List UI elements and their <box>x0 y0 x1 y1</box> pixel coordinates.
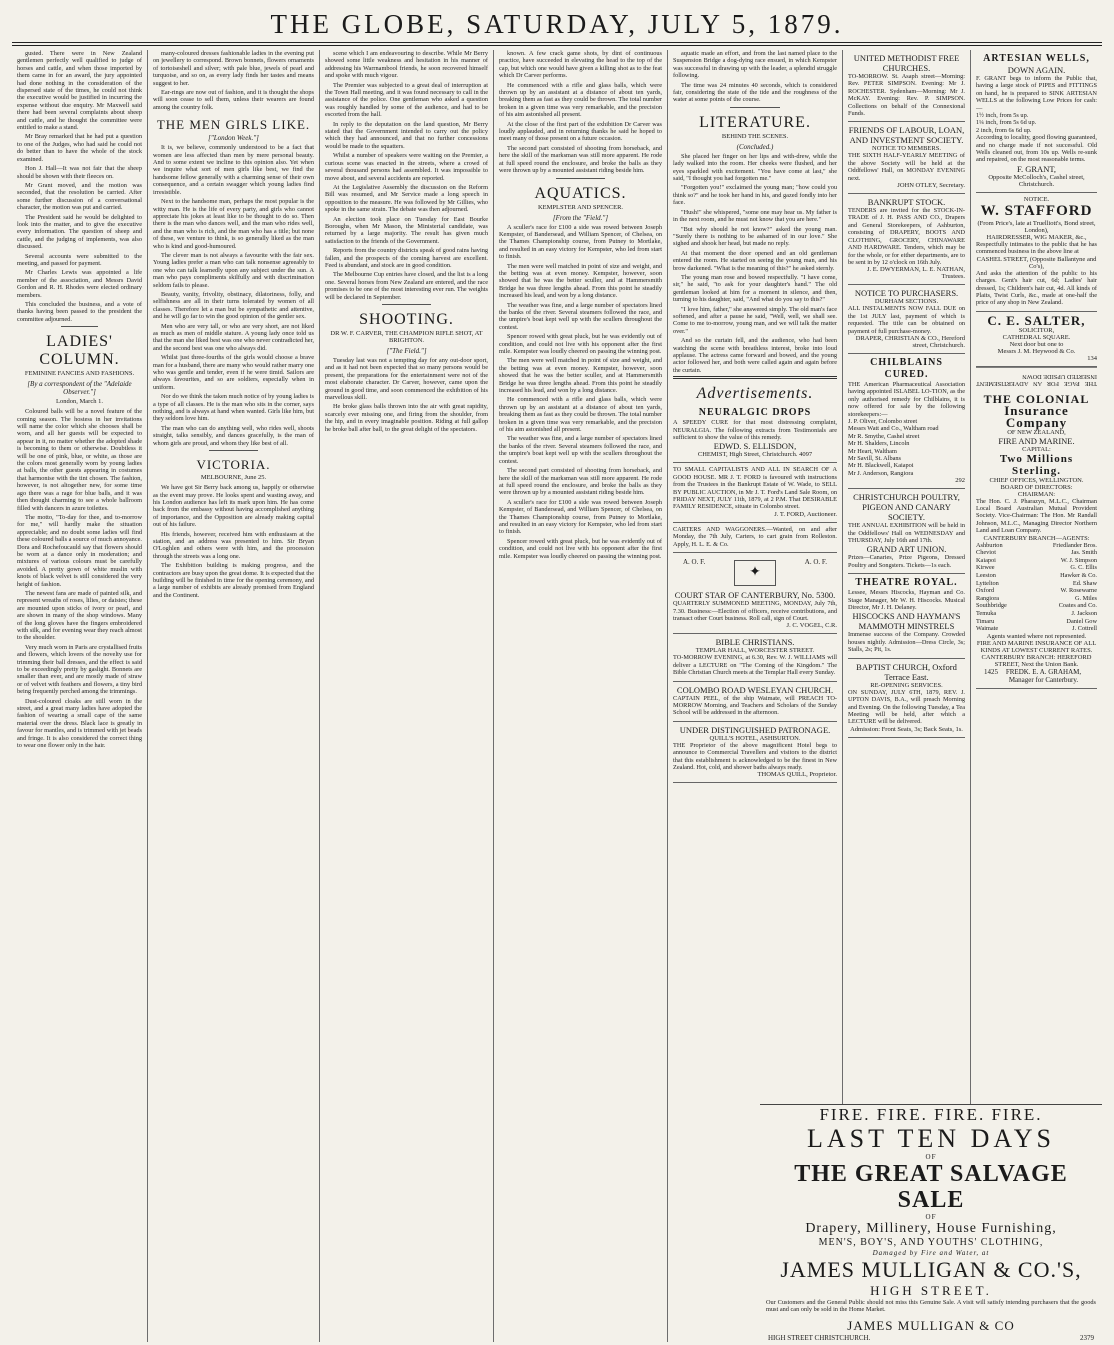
agent-town: Cheviot <box>976 549 996 557</box>
article-paragraph: Tuesday last was not a tempting day for any out-door sport, and as it had not been expected that so many persons would be present, the preparations for the entertainment were not of the most elaborate character. Dr Carver, however, came upon the ground in good time, and soon commenced the exhibition of his marvellous skill. <box>325 357 488 402</box>
section-source: ["London Week."] <box>208 134 259 143</box>
article-paragraph: An election took place on Tuesday for East Bourke Boroughs, when Mr Mason, the Ministerial candidate, was returned by a large majority. The result has given much satisfaction to the friends of the Government. <box>325 215 488 245</box>
article-paragraph: Men who are very tall, or who are very short, are not liked as much as men of middle stature. A young lady once told us that the man she liked best was one who never contradicted her, and the second best was one who always did. <box>153 322 314 352</box>
ad-body: ON SUNDAY, JULY 6TH, 1879, REV. J. UPTON DAVIS, B.A., will preach Morning and Evening. On the following Tuesday, a Tea Meeting will be held, after which a LECTURE will be delivered. <box>848 688 965 726</box>
agent-row <box>976 542 1097 550</box>
ad-footer: CANTERBURY BRANCH: HEREFORD STREET, Next the Union Bank. <box>981 653 1092 668</box>
article-paragraph: Hon J. Hall—It was not fair that the sheep should be shown with their fleeces on. <box>17 165 142 180</box>
ad-agents-heading: CANTERBURY BRANCH—AGENTS: <box>983 534 1090 542</box>
ad-title: W. STAFFORD <box>980 202 1093 219</box>
story-status: (Concluded.) <box>736 142 774 151</box>
ad-signature: THOMAS QUILL, Proprietor. <box>757 771 837 779</box>
section-heading-shooting: SHOOTING. <box>359 311 454 328</box>
ad-title: NEURALGIC DROPS <box>698 407 812 419</box>
banner-of: OF <box>925 1213 937 1221</box>
ad-subtitle: NOTICE TO MEMBERS. <box>872 145 941 153</box>
ad-subtitle: HAIRDRESSER, WIG MAKER, &c., <box>986 233 1087 241</box>
agent-town: Oxford <box>976 587 995 595</box>
ad-body: And asks the attention of the public to his charges. Gent's hair cut, 6d; Ladies' hair dressed, 1s; Children's hair cut, 4d. All kinds of Plaits, Twist Curls, &c., made at one-half the price of any shop in New Zealand. <box>976 269 1097 307</box>
ad-durham-sections <box>848 285 965 354</box>
ad-bible-christians <box>673 634 837 681</box>
banner-damaged: Damaged by Fire and Water, at <box>872 1249 990 1257</box>
ad-capital: Two Millions Sterling. <box>999 452 1074 477</box>
article-paragraph: scene which I am endeavouring to describe. While Mr Berry showed some little weakness and hesitation in his manner of addressing his Warrnambool friends, he soon recovered himself and spoke with much vigour. <box>325 50 488 80</box>
ad-board: BOARD OF DIRECTORS: <box>1000 483 1073 491</box>
column-4 <box>494 50 668 1342</box>
ad-list-item: Mr R. Smythe, Cashel street <box>848 432 920 440</box>
ad-list-item: Mr H. Shalders, Lincoln <box>848 440 910 448</box>
ad-title: THEATRE ROYAL. <box>855 577 958 589</box>
agent-row <box>976 602 1097 610</box>
ad-colonial-insurance <box>976 390 1097 689</box>
ad-body: Next door but one to <box>1009 340 1064 348</box>
ad-subtitle: (From Price's, late at Truelliott's, Bond street, London), <box>977 219 1096 234</box>
ad-friends-of-labour <box>848 122 965 194</box>
ad-body: Respectfully intimates to the public that he has commenced business in the above line at <box>976 240 1097 256</box>
article-paragraph: A sculler's race for £100 a side was rowed between Joseph Kempster, of Bandersead, and William Spencer, of Chelsea, on the Thames Championship course, from Putney to Mortlake, and resulted in an easy victory for Kempster, who led from start to finish. <box>499 223 662 261</box>
ad-address: CASHEL STREET, (Opposite Ballantyne and Co's), <box>976 255 1097 270</box>
article-paragraph: Mr Grant moved, and the motion was seconded, that the resolution be carried. After some further discussion of a conversational character, the motion was put and carried. <box>17 181 142 212</box>
column-2 <box>148 50 320 1342</box>
ad-code: 1425 <box>984 667 998 676</box>
section-heading-literature: LITERATURE. <box>699 113 811 131</box>
ad-wesleyan-church <box>673 682 837 722</box>
article-paragraph: "Forgotten you!" exclaimed the young man; "how could you think so?" and he took her hand in his, and gazed fondly into her face. <box>673 184 837 207</box>
ad-title: BANKRUPT STOCK. <box>867 197 946 208</box>
ad-footer: Agents wanted where not represented. <box>986 632 1087 640</box>
ad-title: THE COLONIAL <box>983 391 1090 406</box>
section-divider <box>556 178 605 179</box>
price-item: 1½ inch, from 5s up. <box>976 112 1029 120</box>
ad-list-item: J. P. Oliver, Colombo street <box>848 417 918 425</box>
ad-inverted-text <box>976 367 1097 390</box>
ad-body: THE PAGE FOR AN ADVERTISEMENT INSERTED UPSIDE DOWN <box>976 372 1097 387</box>
ad-body: According to locality, good flowing guaranteed, and no charge made if not successful. Old Wells cleaned out, from 10s up. Wells re-sunk and repaired, on the most reasonable terms. <box>976 134 1097 164</box>
banner-fire-line: FIRE. FIRE. FIRE. FIRE. <box>819 1105 1043 1124</box>
agent-name: Friedlander Bros. <box>1052 541 1097 549</box>
ad-list-item: Mr Savill, St. Albans <box>848 455 902 462</box>
ad-chilblains <box>848 354 965 489</box>
ad-body: F. GRANT begs to inform the Public that, having a large stock of PIPES and FITTINGS on hand, he is prepared to SINK ARTESIAN WELLS at the following Low Prices for cash:— <box>976 75 1097 112</box>
ad-address: CHEMIST, High Street, Christchurch. 4097 <box>697 451 813 459</box>
ad-theatre-royal <box>848 574 965 658</box>
article-paragraph: The newest fans are made of painted silk, and represent wreaths of roses, lilies, or daisies; these are mounted upon sticks of ivory or pearl, and are shown in many of the shop windows. Many of the long gloves have the fingers embroidered with silk, and for evening wear they reach almost to the shoulder. <box>17 589 142 642</box>
ad-office: CHIEF OFFICES, WELLINGTON. <box>989 476 1084 484</box>
banner-signature: JAMES MULLIGAN & CO <box>847 1317 1015 1333</box>
ad-court-star <box>673 553 837 634</box>
ad-body: CARTERS AND WAGGONERS.—Wanted, on and after Monday, the 7th July, Carters, to cart grain from Rolleston. Apply, H. L. E. & Co. <box>673 525 837 548</box>
article-paragraph: Mr Charles Lewis was appointed a life member of the association, and Messrs David Gordon and R. H. Rhodes were elected ordinary members. <box>17 269 142 299</box>
article-paragraph: known. A few crack game shots, by dint of continuous practice, have succeeded in elevating the head to the top of the cap, but which one would have given a killing shot as to the feat which Dr Carver performs. <box>499 50 662 80</box>
agent-row <box>976 618 1097 626</box>
ad-list-item: Messrs Watt and Co., Waltham road <box>848 425 939 433</box>
article-paragraph: She placed her finger on her lips and with-drew, while the lady walked into the room. Her cheeks were flushed, and her eyes sparkled with excitement. "You have come at last," she said, "I thought you had forgotten me." <box>673 152 837 183</box>
ad-title: UNITED METHODIST FREE CHURCHES. <box>853 53 960 73</box>
ad-notice: NOTICE. <box>1023 195 1050 203</box>
article-paragraph: And so the curtain fell, and the audience, who had been watching the scene with breathless interest, broke into loud applause. The actress came forward and bowed, and the young actor followed her, and both were called again and again before the curtain. <box>673 337 837 374</box>
ad-subtitle: FIRE AND MARINE. <box>998 435 1075 446</box>
ad-body: Prizes—Canaries, Prize Pigeons, Dressed Poultry and Songsters. Tickets—1s each. <box>848 554 965 569</box>
ad-body: TO SMALL CAPITALISTS AND ALL IN SEARCH OF A GOOD HOUSE. MR J. T. FORD is favoured with instructions from the Trustees in the Bankrupt Estate of W. Wade, to SELL BY PUBLIC AUCTION, in Mr J. T. Ford's Land Sale Room, on FRIDAY NEXT, JULY 11th, 1879, at 2 P.M. That DESIRABLE FAMILY RESIDENCE, situate in Colombo street. <box>673 466 837 511</box>
agent-town: Kaiapoi <box>976 556 996 564</box>
agent-name: G. Miles <box>1074 594 1097 602</box>
ad-title: ARTESIAN WELLS, <box>983 53 1090 64</box>
banner-code: 2379 <box>1080 1333 1094 1342</box>
ad-body: Lessee, Messrs Hiscocks, Hayman and Co. Stage Manager, Mr W. H. Hiscocks. Musical Director, Mr J. H. Delaney. <box>848 589 965 612</box>
article-paragraph: The men were well matched in point of size and weight, and the betting was at even money. Kempster, however, soon showed that he was the better sculler, and at Hammersmith Bridge he was three lengths ahead. From this point he steadily increased his lead, and won by a long distance. <box>499 262 662 300</box>
article-paragraph: The man who can do anything well, who rides well, shoots straight, talks sensibly, and dances gracefully, is the man of whom girls are proud, and whom they like best of all. <box>153 424 314 447</box>
article-paragraph: many-coloured dresses fashionable ladies in the evening put on jewellery to correspond. Brown bonnets, flowers ornaments of tortoiseshell and silver; with pale blue, jewels of pearl and turquoise, and so on, as every lady finds her tastes and means suggest to her. <box>153 50 314 87</box>
section-divider <box>730 107 779 108</box>
agent-name: Coates and Co. <box>1058 602 1097 610</box>
ad-auction <box>673 463 837 522</box>
ad-title: DOWN AGAIN. <box>1007 65 1066 75</box>
ad-signature: FREDK. E. A. GRAHAM, Manager for Canterbury. <box>1005 667 1082 684</box>
banner-salvage-sale: THE GREAT SALVAGE SALE <box>794 1161 1068 1213</box>
ad-feature: HISCOCKS AND HAYMAN'S MAMMOTH MINSTRELS <box>852 611 961 632</box>
ad-list-item: Mr H. Blackwell, Kaiapoi <box>848 462 914 470</box>
ad-signature: F. GRANT, <box>1016 163 1057 174</box>
agent-name: G. C. Ellis <box>1070 564 1097 572</box>
article-paragraph: He commenced with a rifle and glass balls, which were thrown up by an assistant at a distance of about ten yards, breaking them as fast as they could be thrown. The total number broken in a given time was very remarkable, and the precision of his aim astonished all present. <box>499 81 662 119</box>
agent-town: Ashburton <box>976 541 1003 549</box>
ad-quills-hotel <box>673 722 837 784</box>
article-paragraph: "But why should he not know?" asked the young man. "Surely there is nothing to be ashamed of in our love." She sighed and shook her head, but made no reply. <box>673 225 837 248</box>
ad-neuralgic-drops <box>673 404 837 463</box>
ad-body: THE SIXTH HALF-YEARLY MEETING of the above Society will be held at the Oddfellows' Hall, on MONDAY EVENING next. <box>848 152 965 182</box>
lodge-emblem-icon: ✦ <box>734 560 776 586</box>
article-paragraph: The Melbourne Cup entries have closed, and the list is a long one. Several horses from New Zealand are entered, and the race promises to be one of the most interesting ever run. The weights will be declared in September. <box>325 271 488 301</box>
dateline: MELBOURNE, June 25. <box>200 474 267 482</box>
section-divider <box>673 376 837 379</box>
article-paragraph: Ear-rings are now out of fashion, and it is thought the shops will soon cease to sell them, unless their wearers are found among the country folk. <box>153 89 314 111</box>
agent-row <box>976 557 1097 565</box>
section-heading-men-girls-like: THE MEN GIRLS LIKE. <box>156 117 311 133</box>
section-heading-aquatics: AQUATICS. <box>534 184 627 202</box>
section-subheading: DR W. F. CARVER, THE CHAMPION RIFLE SHOT, AT BRIGHTON. <box>330 330 483 344</box>
banner-goods: Drapery, Millinery, House Furnishing, <box>805 1221 1057 1236</box>
article-paragraph: The motto, "To-day for thee, and to-morrow for me," will hardly make the situation appreciable; and no doubt some ladies will find these coloured balls a source of much annoyance. Dora and Rochefoucauld say that flowers should be worn at a dance only in moderation; and mixtures of various colours must be carefully avoided. A pretty gown of white muslin with knots of black velvet is still considered the very height of fashion. <box>17 513 142 588</box>
article-paragraph: We have got Sir Berry back among us, happily or otherwise as the event may prove. He looks spent and wasting away, and his London audience has left its mark upon him. He has come back from the embassy without having accomplished anything of importance, and the Opposition are already making capital out of his failure. <box>153 484 314 529</box>
ad-poultry-society <box>848 489 965 574</box>
masthead: THE GLOBE, SATURDAY, JULY 5, 1879. <box>270 9 844 39</box>
ad-code: 292 <box>955 477 965 485</box>
ad-baptist-church <box>848 659 965 738</box>
ad-list-item: Mr J. Anderson, Rangiora <box>848 469 914 477</box>
article-paragraph: At the Legislative Assembly the discussion on the Reform Bill was resumed, and Mr Service made a long speech in opposition to the measure. He was followed by Mr Gillies, who spoke in the same strain. The debate was then adjourned. <box>325 183 488 214</box>
article-paragraph: Nor do we think the taken much notice of by young ladies is a type of all classes. He is the man who sits in the corner, says nothing, and is always at hand when wanted. Girls like him, but they seldom love him. <box>153 393 314 423</box>
article-paragraph: The time was 24 minutes 40 seconds, which is considered fair, considering the state of the tide and the roughness of the water at some points of the course. <box>673 81 837 104</box>
column-3 <box>320 50 494 1342</box>
ad-code: 134 <box>1087 354 1097 362</box>
ad-title: UNDER DISTINGUISHED PATRONAGE. <box>679 724 831 735</box>
ad-body: A SPEEDY CURE for that most distressing complaint, NEURALGIA. The following extracts from Testimonials are sufficient to show the value of this remedy. <box>673 419 837 442</box>
ad-salvage-sale <box>760 1104 1102 1342</box>
column-1 <box>12 50 148 1342</box>
section-divider <box>61 326 99 327</box>
article-paragraph: He commenced with a rifle and glass balls, which were thrown up by an assistant at a distance of about ten yards, breaking them as fast as they could be thrown. The total number broken in a given time was very remarkable, and the precision of his aim astonished all present. <box>499 396 662 434</box>
price-item: 1¼ inch, from 5s 6d up. <box>976 119 1037 127</box>
agent-name: Daniel Gow <box>1066 617 1097 625</box>
article-paragraph: It is, we believe, commonly understood to be a fact that women are less affected than men by mere personal beauty. And to some extent we incline to this opinion also. Yet when we inquire what sort of men girls like best, we find the handsome fellow generally with a charming sense of their own consequence, and a certain swagger which young ladies find irresistible. <box>153 144 314 196</box>
article-paragraph: Spencer rowed with great pluck, but he was evidently out of condition, and could not live with his opponent after the first mile. Kempster was loudly cheered on passing the winning post. <box>499 333 662 355</box>
ad-body: TENDERS are invited for the STOCK-IN-TRADE of J. H. PASS AND CO., Drapers and General Storekeepers, of Ashburton, consisting of DRAPERY, BOOTS AND CLOTHING, GROCERY, CHINAWARE AND HARDWARE. Tenders, which may be for the whole, or for either departments, are to be sent in by 12 o'clock on 16th July. <box>848 207 965 266</box>
banner-of: OF <box>925 1153 937 1161</box>
ad-body: ALL INSTALMENTS NOW FALL DUE on the 1st JULY last, payment of which is requested. The title can be obtained on payment of full purchase-money. <box>848 305 965 335</box>
agent-name: J. Jackson <box>1071 609 1097 617</box>
ad-subtitle: TEMPLAR HALL, WORCESTER STREET. <box>695 647 815 655</box>
ad-signature: J. E. DWYERMAN, L. E. NATHAN, Trustees. <box>866 266 965 281</box>
article-paragraph: A sculler's race for £100 a side was rowed between Joseph Kempster, of Bandersead, and William Spencer, of Chelsea, on the Thames Championship course, from Putney to Mortlake, and resulted in an easy victory for Kempster, who led from start to finish. <box>499 498 662 536</box>
section-divider <box>209 450 257 451</box>
ad-list-item: Mr Heart, Waltham <box>848 447 897 455</box>
banner-body: Our Customers and the General Public should not miss this Genuine Sale. A visit will satisfy intending purchasers that the goods must and can only be sold in the Home Market. <box>766 1299 1096 1314</box>
article-paragraph: "I love him, father," she answered simply. The old man's face softened, and after a pause he said, "Well, well, we shall see. Come to me to-morrow, young man, and we will talk the matter over." <box>673 305 837 335</box>
section-heading-ladies-column: LADIES' COLUMN. <box>39 333 120 369</box>
ad-subtitle: RE-OPENING SERVICES. <box>870 681 943 689</box>
section-subheading: FEMININE FANCIES AND FASHIONS. <box>24 370 135 378</box>
article-paragraph: In reply to the deputation on the land question, Mr Berry stated that the Government intended to carry out the policy which they had announced, and that no further concessions would be made to the squatters. <box>325 120 488 150</box>
price-item: 2 inch, from 6s 6d up. <box>976 126 1032 134</box>
ad-body: TO-MORROW. St. Asaph street—Morning: Rev. PETER SIMPSON. Evening: Mr J. ROCHESTER. Sydenham—Morning: Mr J. McKAY. Evening: Rev. P. SIMPSON. Collections on behalf of the Connexional Funds. <box>848 73 965 118</box>
section-heading-victoria: VICTORIA. <box>196 457 271 473</box>
ad-body: Messrs J. M. Heywood & Co. <box>997 347 1076 355</box>
ad-subtitle: OF NEW ZEALAND, <box>1007 428 1066 436</box>
banner-last-days: LAST TEN DAYS <box>806 1124 1055 1153</box>
ad-title: Insurance Company <box>1004 402 1069 430</box>
ad-address: Opposite McColloch's, Cashel street, Christchurch. <box>988 173 1085 188</box>
article-paragraph: Coloured balls will be a novel feature of the coming season. The hostess in her invitations will name the color which she chooses shall be worn, and all her guests will be expected to appear in it, no matter whether the adopted shade is becoming to them or otherwise. Doubtless it will be one of pink, blue, or white, as those are the colors most generally worn by young ladies at balls, the other guests appearing in costumes that harmonise with the tint chosen. The fashion, however, is not altogether new, for some time ago there was a rage for blue balls, and it was then thought charming to see a whole ballroom filled with dancers in azure toilettes. <box>17 408 142 512</box>
agent-town: Waimate <box>976 625 999 633</box>
ad-title: NOTICE TO PURCHASERS. <box>854 288 959 299</box>
banner-footer-row <box>760 1334 1102 1342</box>
agent-name: J. Cottrell <box>1072 625 1097 633</box>
ad-signature: J. C. VOGEL, C.R. <box>786 622 837 630</box>
article-paragraph: The weather was fine, and a large number of spectators lined the banks of the river. Several steamers followed the race, and the umpire's boat kept well up with the scullers throughout the contest. <box>499 435 662 465</box>
article-paragraph: The young man rose and bowed respectfully. "I have come, sir," he said, "to ask for your daughter's hand." The old gentleman looked at him for a moment in silence, and then, turning to his daughter, said, "And what do you say to this?" <box>673 273 837 304</box>
article-paragraph: At that moment the door opened and an old gentleman entered the room. He started on seeing the young man, and his brow darkened. "What is the meaning of this?" he asked sternly. <box>673 249 837 272</box>
agent-name: Hawker & Co. <box>1060 571 1097 579</box>
lodge-label: A. O. F. <box>804 558 827 567</box>
agent-row <box>976 580 1097 588</box>
agent-row <box>976 587 1097 595</box>
article-paragraph: The men were well matched in point of size and weight, and the betting was at even money. Kempster, however, soon showed that he was the better sculler, and at Hammersmith Bridge he was three lengths ahead. From this point he steadily increased his lead, and won by a long distance. <box>499 357 662 395</box>
ad-signature: JOHN OTLEY, Secretary. <box>897 182 965 190</box>
agent-row <box>976 610 1097 618</box>
article-paragraph: The President said he would be delighted to look into the matter, and to give the executive every information. The question of sheep and cattle, and the judging of implements, was also discussed. <box>17 213 142 251</box>
ad-body: QUARTERLY SUMMONED MEETING, MONDAY, July 7th, 7.30. Business:—Election of officers, receive contributions, and transact other Court business. Roll call, sign of Court. <box>673 600 837 622</box>
byline: [By a correspondent of the "Adelaide Observer."] <box>27 380 132 397</box>
masthead-rule <box>12 42 1102 46</box>
ad-body: Immense success of the Company. Crowded houses nightly. Admission—Dress Circle, 3s; Stalls, 2s; Pit, 1s. <box>848 631 965 654</box>
ad-title: COLOMBO ROAD WESLEYAN CHURCH. <box>676 684 834 695</box>
agent-name: Ed. Shaw <box>1072 579 1097 587</box>
agent-row <box>976 572 1097 580</box>
article-paragraph: The second part consisted of shooting from horseback, and here the skill of the marksman was still more apparent. He rode at full speed round the enclosure, and broke the balls as they were thrown up by a mounted assistant riding beside him. <box>499 144 662 175</box>
article-paragraph: Next to the handsome man, perhaps the most popular is the witty man. He is the life of every party, and girls who cannot appreciate his jokes at least like to be thought to do so. Then there is the man who dances well, and the man who rides well, and the man who is rich, and the man who has a title; but none of these, we venture to think, is so generally liked as the man who is kind and good-humoured. <box>153 198 314 250</box>
lodge-header <box>673 556 837 590</box>
article-paragraph: Whilst just three-fourths of the girls would choose a brave man for a husband, there are many who would rather marry one who was gentle and tender, even if he were timid. Sailors are always favourites, and so are soldiers, especially when in uniform. <box>153 354 314 391</box>
article-paragraph: His friends, however, received him with enthusiasm at the station, and an address was presented to him. Sir Bryan O'Loghlen and others were with him, and the procession through the streets was a long one. <box>153 530 314 560</box>
article-paragraph: Beauty, vanity, frivolity, obstinacy, dilatoriness, folly, and selfishness are all in their turns tolerated by women of all classes. Therefore let a man but be sympathetic and attentive, and he will go far to win the good opinion of the gentler sex. <box>153 290 314 321</box>
ad-signature-row <box>976 668 1097 684</box>
agent-town: Southbridge <box>976 602 1007 610</box>
agent-town: Temuka <box>976 609 997 617</box>
ad-subtitle: GRAND ART UNION. <box>866 544 947 555</box>
article-paragraph: The Premier was subjected to a great deal of interruption at the Town Hall meeting, and it was found necessary to call in the assistance of the police. One gentleman who asked a question was roughly handled by some of the audience, and had to be escorted from the hall. <box>325 81 488 119</box>
banner-address: HIGH STREET CHRISTCHURCH. <box>768 1333 871 1342</box>
article-paragraph: This concluded the business, and a vote of thanks having been passed to the president the committee adjourned. <box>17 301 142 323</box>
agent-row <box>976 595 1097 603</box>
ad-subtitle: CATHEDRAL SQUARE. <box>1002 333 1071 341</box>
ad-title: C. E. SALTER, <box>987 312 1086 328</box>
section-subheading: KEMPLSTER AND SPENCER. <box>537 203 624 211</box>
ad-chair: CHAIRMAN: <box>1017 490 1056 498</box>
section-divider <box>382 304 431 305</box>
article-paragraph: Whilst a number of speakers were waiting on the Premier, a curious scene was enacted in the streets, where a crowd of several thousand persons had assembled. It was impossible to move about, and several accidents are reported. <box>325 152 488 182</box>
agent-town: Timaru <box>976 617 995 625</box>
article-paragraph: Several accounts were submitted to the meeting, and passed for payment. <box>17 252 142 267</box>
ad-title: CHILBLAINS CURED. <box>870 356 943 380</box>
story-title: BEHIND THE SCENES. <box>721 132 789 140</box>
ad-salter-solicitor <box>976 312 1097 367</box>
ad-title: BAPTIST CHURCH, Oxford Terrace East. <box>856 661 957 682</box>
agent-row <box>976 625 1097 633</box>
article-paragraph: Very much worn in Paris are crystallised fruits and flowers, which lovers of the novelty use for trimming their ball dresses, and the effect is said to be exceedingly pretty by gaslight. Bonnets are smaller than ever, and are mostly made of straw or of velvet with feathers and flowers, a tiny bird being frequently perched among the trimmings. <box>17 643 142 696</box>
agent-row <box>976 549 1097 557</box>
article-paragraph: Spencer rowed with great pluck, but he was evidently out of condition, and could not live with his opponent after the first mile. Kempster was loudly cheered on passing the winning post. <box>499 537 662 560</box>
banner-merchant: JAMES MULLIGAN & CO.'S, <box>780 1257 1082 1282</box>
ad-artesian-wells <box>976 50 1097 193</box>
section-heading-advertisements: Advertisements. <box>696 385 814 403</box>
ad-signature: EDWD. S. ELLISDON, <box>713 441 797 452</box>
ad-subtitle: SOLICITOR, <box>1018 326 1055 334</box>
ad-subtitle: QUILL'S HOTEL, ASHBURTON. <box>709 734 801 742</box>
ad-body: The Hon. C. J. Pharazyn, M.L.C., Chairman Local Board Australian Mutual Provident Society. Vice-Chairman: The Hon. Mr Randall Johnson, M.L.C., Managing Director Northern Land and Loan Company. <box>976 497 1097 535</box>
agent-town: Lyttelton <box>976 579 999 587</box>
article-paragraph: Dust-coloured cloaks are still worn in the street, and a great many ladies have adopted the fashion of wearing a small cape of the same material over the dress. Black lace is greatly in favour for mantles, and is trimmed with jet beads and fringe. It is also considered the correct thing to wear one flower only in the hair. <box>17 697 142 750</box>
ad-signature: Admission: Front Seats, 3s; Back Seats, 1s. <box>850 725 963 733</box>
article-paragraph: He broke glass balls thrown into the air with great rapidity, scarcely ever missing one, and firing from the shoulder, from the hip, and in every imaginable position. Riding at full gallop he broke ball after ball, to the great delight of the spectators. <box>325 403 488 433</box>
article-paragraph: The second part consisted of shooting from horseback, and here the skill of the marksman was still more apparent. He rode at full speed round the enclosure, and broke the balls as they were thrown up by a mounted assistant riding beside him. <box>499 467 662 497</box>
banner-street: HIGH STREET. <box>870 1283 992 1298</box>
article-paragraph: gusted. There were in New Zealand gentlemen perfectly well qualified to judge of horses and cattle, and when those imported by them came in for an award, the jury appointed had done nothing in the consideration of the dispersed state of the times, he could not think the executive would be justified in incurring the expense without due enquiry. Mr Maxwell said there had been several complaints about sheep and cattle, and he thought the committee were entitled to make a stand. <box>17 50 142 132</box>
section-source: [From the "Field."] <box>552 213 609 222</box>
ad-body: THE American Pharmaceutical Association having appointed ISLABEL LO-TION, as the only authorised remedy for Chilblains, it is now offered for sale by the following storekeepers:— <box>848 380 965 418</box>
ad-subtitle: DURHAM SECTIONS. <box>874 298 939 306</box>
article-paragraph: The weather was fine, and a large number of spectators lined the banks of the river. Several steamers followed the race, and the umpire's boat kept well up with the scullers throughout the contest. <box>499 301 662 331</box>
lodge-label: A. O. F. <box>683 558 706 567</box>
ad-stafford-hairdresser <box>976 193 1097 312</box>
article-paragraph: The clever man is not always a favourite with the fair sex. Young ladies prefer a man who can talk nonsense agreeably to one who can talk learnedly upon any subject under the sun. A man who pays compliments skilfully and with discrimination seldom fails to please. <box>153 251 314 289</box>
ad-body: THE Proprietor of the above magnificent Hotel begs to announce to Commercial Travellers and visitors to the district that this establishment is acknowledged to be the finest in New Zealand. Hot, cold, and shower baths always ready. <box>673 741 837 771</box>
agent-town: Kirwee <box>976 564 995 572</box>
ad-body: THE ANNUAL EXHIBITION will be held in the Oddfellows' Hall on WEDNESDAY and THURSDAY, July 16th and 17th. <box>848 522 965 545</box>
ad-capital-label: CAPITAL: <box>1022 445 1051 453</box>
agent-name: Jas. Smith <box>1071 549 1097 557</box>
article-paragraph: Reports from the country districts speak of good rains having fallen, and the prospects of the coming harvest are excellent. Feed is abundant, and stock are in good condition. <box>325 247 488 269</box>
agent-town: Rangiora <box>976 594 1000 602</box>
agent-name: W. Rosewarne <box>1060 587 1097 595</box>
ad-title: COURT STAR OF CANTERBURY, No. 5300. <box>674 590 836 601</box>
article-paragraph: "Hush!" she whispered, "some one may hear us. My father is in the next room, and he must not know that you are here." <box>673 208 837 224</box>
agent-name: W. J. Simpson <box>1060 556 1097 564</box>
article-paragraph: Mr Bray remarked that he had put a question to one of the Judges, who had said he could not do better than to have the whole of the stock examined. <box>17 133 142 163</box>
ad-title: CHRISTCHURCH POULTRY, PIGEON AND CANARY SOCIETY. <box>853 492 960 523</box>
ad-footer: FIRE AND MARINE INSURANCE OF ALL KINDS AT LOWEST CURRENT RATES. <box>976 639 1097 654</box>
agent-town: Leeston <box>976 571 996 579</box>
ad-methodist-churches <box>848 50 965 122</box>
article-paragraph: aquatic made an effort, and from the last named place to the Suspension Bridge a dog-dying race ensued, in which Kempster was successful in drawing up with the leader, a splendid struggle following. <box>673 50 837 80</box>
ad-signature: J. T. FORD, Auctioneer. <box>774 510 837 518</box>
ad-signature: DRAPER, CHRISTIAN & CO., Hereford street, Christchurch. <box>855 334 965 349</box>
ad-body: CAPTAIN PEEL, of the ship Waimate, will PREACH TO-MORROW Morning, and Teachers and Scholars of the Sunday School will be addressed in the afternoon. <box>673 694 837 717</box>
ad-title: FRIENDS OF LABOUR, LOAN, AND INVESTMENT SOCIETY. <box>848 125 965 146</box>
banner-clothing: MEN'S, BOY'S, AND YOUTHS' CLOTHING, <box>818 1237 1044 1248</box>
article-paragraph: At the close of the first part of the exhibition Dr Carver was loudly applauded, and in returning thanks he said he hoped to meet many of those present on a future occasion. <box>499 120 662 143</box>
ad-bankrupt-stock <box>848 194 965 285</box>
ad-title: BIBLE CHRISTIANS. <box>715 637 795 648</box>
article-paragraph: The Exhibition building is making progress, and the contractors are busy upon the great dome. It is expected that the building will be finished in time for the opening ceremony, and a large number of exhibits are already promised from England and the Continent. <box>153 562 314 599</box>
section-source: ["The Field."] <box>386 347 427 355</box>
dateline: London, March 1. <box>56 398 103 406</box>
agent-row <box>976 564 1097 572</box>
ad-carters <box>673 523 837 553</box>
ad-body: TO-MORROW EVENING, at 6.30, Rev. W. J. WILLIAMS will deliver a LECTURE on "The Coming of the Kingdom." The Bible Christian Church meets at the Templar Hall every Sunday. <box>673 654 837 677</box>
